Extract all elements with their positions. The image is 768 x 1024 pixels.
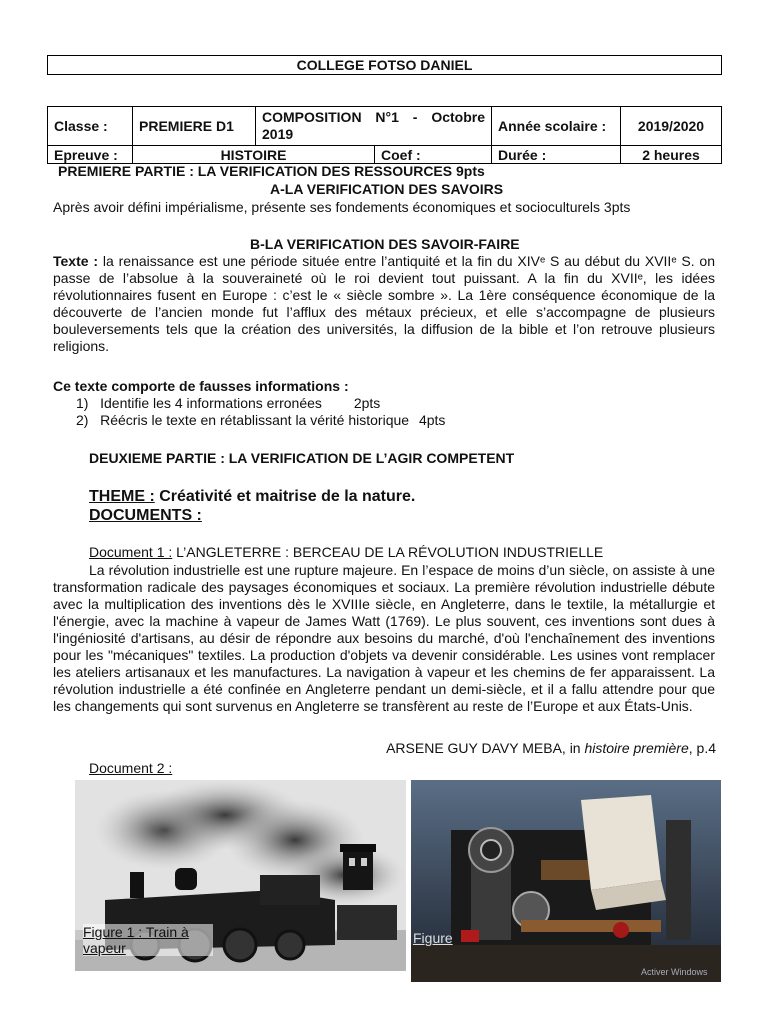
consigne: Ce texte comporte de fausses informations : xyxy=(53,378,349,394)
figure1-caption-text: Figure 1 : Train à vapeur xyxy=(83,924,189,956)
theme-label: THEME : xyxy=(89,488,155,505)
epreuve-value: HISTOIRE xyxy=(133,146,375,164)
list-item xyxy=(76,412,445,429)
part1-title: PREMIERE PARTIE : LA VERIFICATION DES RESSOURCES 9pts xyxy=(58,163,485,179)
question-list xyxy=(76,395,445,429)
windows-watermark: Activer Windows xyxy=(641,967,708,977)
source-author: ARSENE GUY DAVY MEBA, in xyxy=(386,740,585,756)
classe-value: PREMIERE D1 xyxy=(133,107,256,146)
doc1-source xyxy=(386,740,716,757)
loom-photo xyxy=(411,780,721,982)
steam-train-photo xyxy=(75,780,406,971)
school-name: COLLEGE FOTSO DANIEL xyxy=(47,55,722,75)
question-points: 4pts xyxy=(418,412,446,428)
doc1-label: Document 1 : xyxy=(89,544,173,560)
figure1-caption xyxy=(83,924,213,956)
texte-paragraph xyxy=(53,253,715,355)
texte-label: Texte : xyxy=(53,253,99,269)
epreuve-label: Epreuve : xyxy=(48,146,133,164)
theme-value: Créativité et maitrise de la nature. xyxy=(154,488,416,505)
doc1-title: L’ANGLETERRE : BERCEAU DE LA RÉVOLUTION INDUSTRIELLE xyxy=(172,544,604,560)
duree-value: 2 heures xyxy=(621,146,722,164)
list-item xyxy=(76,395,445,412)
question-text: Réécris le texte en rétablissant la vérité historique xyxy=(100,412,410,428)
power-loom-image xyxy=(411,780,721,982)
annee-value: 2019/2020 xyxy=(621,107,722,146)
duree-label: Durée : xyxy=(492,146,621,164)
doc2-label: Document 2 : xyxy=(89,760,173,776)
documents-label: DOCUMENTS : xyxy=(89,507,202,524)
composition-title: COMPOSITION N°1 - Octobre 2019 xyxy=(256,107,492,146)
classe-label: Classe : xyxy=(48,107,133,146)
question-a: Après avoir défini impérialisme, présente ses fondements économiques et socioculturels 3pts xyxy=(53,199,631,215)
source-book: histoire première xyxy=(584,740,689,756)
question-text: Identifie les 4 informations erronées xyxy=(100,395,322,411)
section-a-title: A-LA VERIFICATION DES SAVOIRS xyxy=(270,181,504,197)
source-page: , p.4 xyxy=(688,740,716,756)
annee-label: Année scolaire : xyxy=(492,107,621,146)
exam-info-table xyxy=(47,106,722,164)
section-b-title: B-LA VERIFICATION DES SAVOIR-FAIRE xyxy=(250,236,520,252)
doc1-heading xyxy=(89,544,603,561)
question-number: 1) xyxy=(76,395,89,411)
figure2-caption-text: Figure xyxy=(413,930,453,946)
doc1-body: La révolution industrielle est une rupture majeure. En l’espace de moins d’un siècle, on assiste à une transformation radicale des paysages économiques et sociaux. La première révolution industrielle débute avec la multiplication des inventions dès le XVIIIe siècle, en Angleterre, dans le textile, la métallurgie et l'énergie, avec la machine à vapeur de James Watt (1769). Le plus souvent, ces inventions sont dues à l'ingéniosité d'artisans, au désir de répondre aux besoins du marché, d'où l'enchaînement des inventions pour les "mécaniques" textiles. La production d'objets va devenir considérable. Les usines vont remplacer les ateliers artisanaux et les manufactures. La navigation à vapeur et les chemins de fer apparaissent. La révolution industrielle a été confinée en Angleterre pendant un demi-siècle, et il a fallu attendre pour que les changements qui sont survenus en Angleterre se transfèrent au reste de l’Europe et aux États-Unis. xyxy=(53,562,715,714)
theme-line xyxy=(89,487,415,506)
figure2-caption xyxy=(413,930,453,946)
texte-body: la renaissance est une période située entre l’antiquité et la fin du XIVᵉ S au début du XVIIᵉ S. on passe de l’absolue à la souveraineté où le roi devient tout puissant. A la fin du XVIIᵉ, les idées révolutionnaires fusent en Europe : c’est le « siècle sombre ». La 1ère conséquence économique de la découverte de l’ancien monde fut l’afflux des métaux précieux, et elle s’accompagne de plusieurs bouleversements tels que la création des universités, la diffusion de la bible et l’on retrouve plusieurs religions. xyxy=(53,253,715,354)
part2-title: DEUXIEME PARTIE : LA VERIFICATION DE L’AGIR COMPETENT xyxy=(89,450,515,466)
coef-label: Coef : xyxy=(375,146,492,164)
question-number: 2) xyxy=(76,412,89,428)
question-points: 2pts xyxy=(353,395,381,411)
